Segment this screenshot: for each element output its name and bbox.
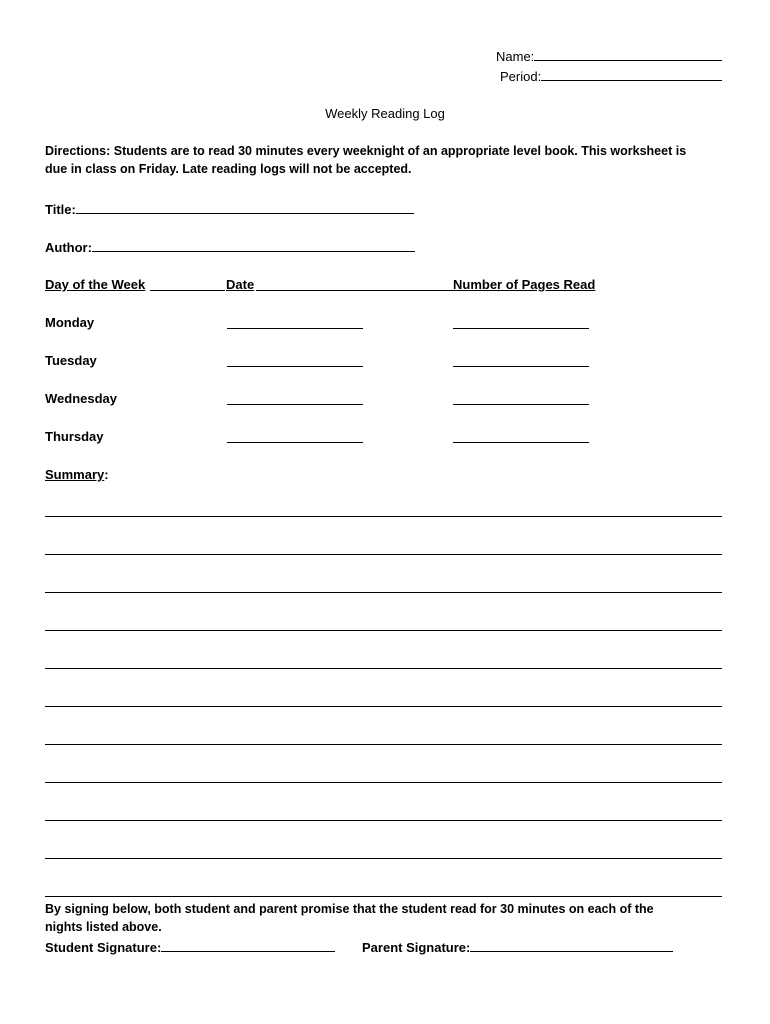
pages-blank[interactable]: [453, 328, 589, 329]
summary-line[interactable]: [45, 858, 722, 859]
summary-line[interactable]: [45, 706, 722, 707]
day-label: Thursday: [45, 429, 104, 444]
directions-line-1: Directions: Students are to read 30 minutes every weeknight of an appropriate level book. This worksheet is: [45, 144, 687, 158]
book-title-field[interactable]: [45, 201, 414, 217]
column-header-day-underline: [150, 290, 225, 291]
day-label: Tuesday: [45, 353, 97, 368]
summary-line[interactable]: [45, 630, 722, 631]
name-label: Name:: [496, 49, 535, 64]
directions-line-2: due in class on Friday. Late reading logs will not be accepted.: [45, 162, 412, 176]
name-field[interactable]: [496, 48, 722, 64]
summary-colon: :: [104, 467, 109, 482]
summary-line[interactable]: [45, 554, 722, 555]
column-header-date: Date: [226, 277, 255, 292]
summary-line[interactable]: [45, 516, 722, 517]
book-author-label: Author:: [45, 240, 92, 255]
pages-blank[interactable]: [453, 366, 589, 367]
summary-line[interactable]: [45, 782, 722, 783]
column-header-date-underline: [256, 290, 453, 291]
period-field[interactable]: [500, 68, 722, 84]
period-blank[interactable]: [541, 68, 722, 81]
parent-signature-label: Parent Signature:: [362, 940, 471, 955]
page-title: Weekly Reading Log: [325, 106, 445, 121]
name-blank[interactable]: [534, 48, 722, 61]
student-signature-blank[interactable]: [161, 939, 335, 952]
day-label: Monday: [45, 315, 95, 330]
date-blank[interactable]: [227, 442, 363, 443]
column-header-pages: Number of Pages Read: [453, 277, 596, 292]
promise-line-2: nights listed above.: [45, 920, 162, 934]
summary-heading: [45, 467, 109, 482]
summary-line[interactable]: [45, 820, 722, 821]
student-signature-field[interactable]: [45, 939, 335, 955]
date-blank[interactable]: [227, 404, 363, 405]
column-header-day: Day of the Week: [45, 277, 146, 292]
pages-blank[interactable]: [453, 442, 589, 443]
student-signature-label: Student Signature:: [45, 940, 162, 955]
summary-line[interactable]: [45, 592, 722, 593]
promise-line-1: By signing below, both student and parent promise that the student read for 30 minutes on each of the: [45, 902, 654, 916]
book-title-label: Title:: [45, 202, 76, 217]
summary-line[interactable]: [45, 744, 722, 745]
date-blank[interactable]: [227, 366, 363, 367]
summary-line[interactable]: [45, 668, 722, 669]
parent-signature-field[interactable]: [362, 939, 673, 955]
book-author-blank[interactable]: [92, 239, 415, 252]
date-blank[interactable]: [227, 328, 363, 329]
period-label: Period:: [500, 69, 542, 84]
book-title-blank[interactable]: [76, 201, 414, 214]
day-label: Wednesday: [45, 391, 118, 406]
summary-label: Summary: [45, 467, 105, 482]
pages-blank[interactable]: [453, 404, 589, 405]
parent-signature-blank[interactable]: [470, 939, 673, 952]
summary-line[interactable]: [45, 896, 722, 897]
book-author-field[interactable]: [45, 239, 415, 255]
